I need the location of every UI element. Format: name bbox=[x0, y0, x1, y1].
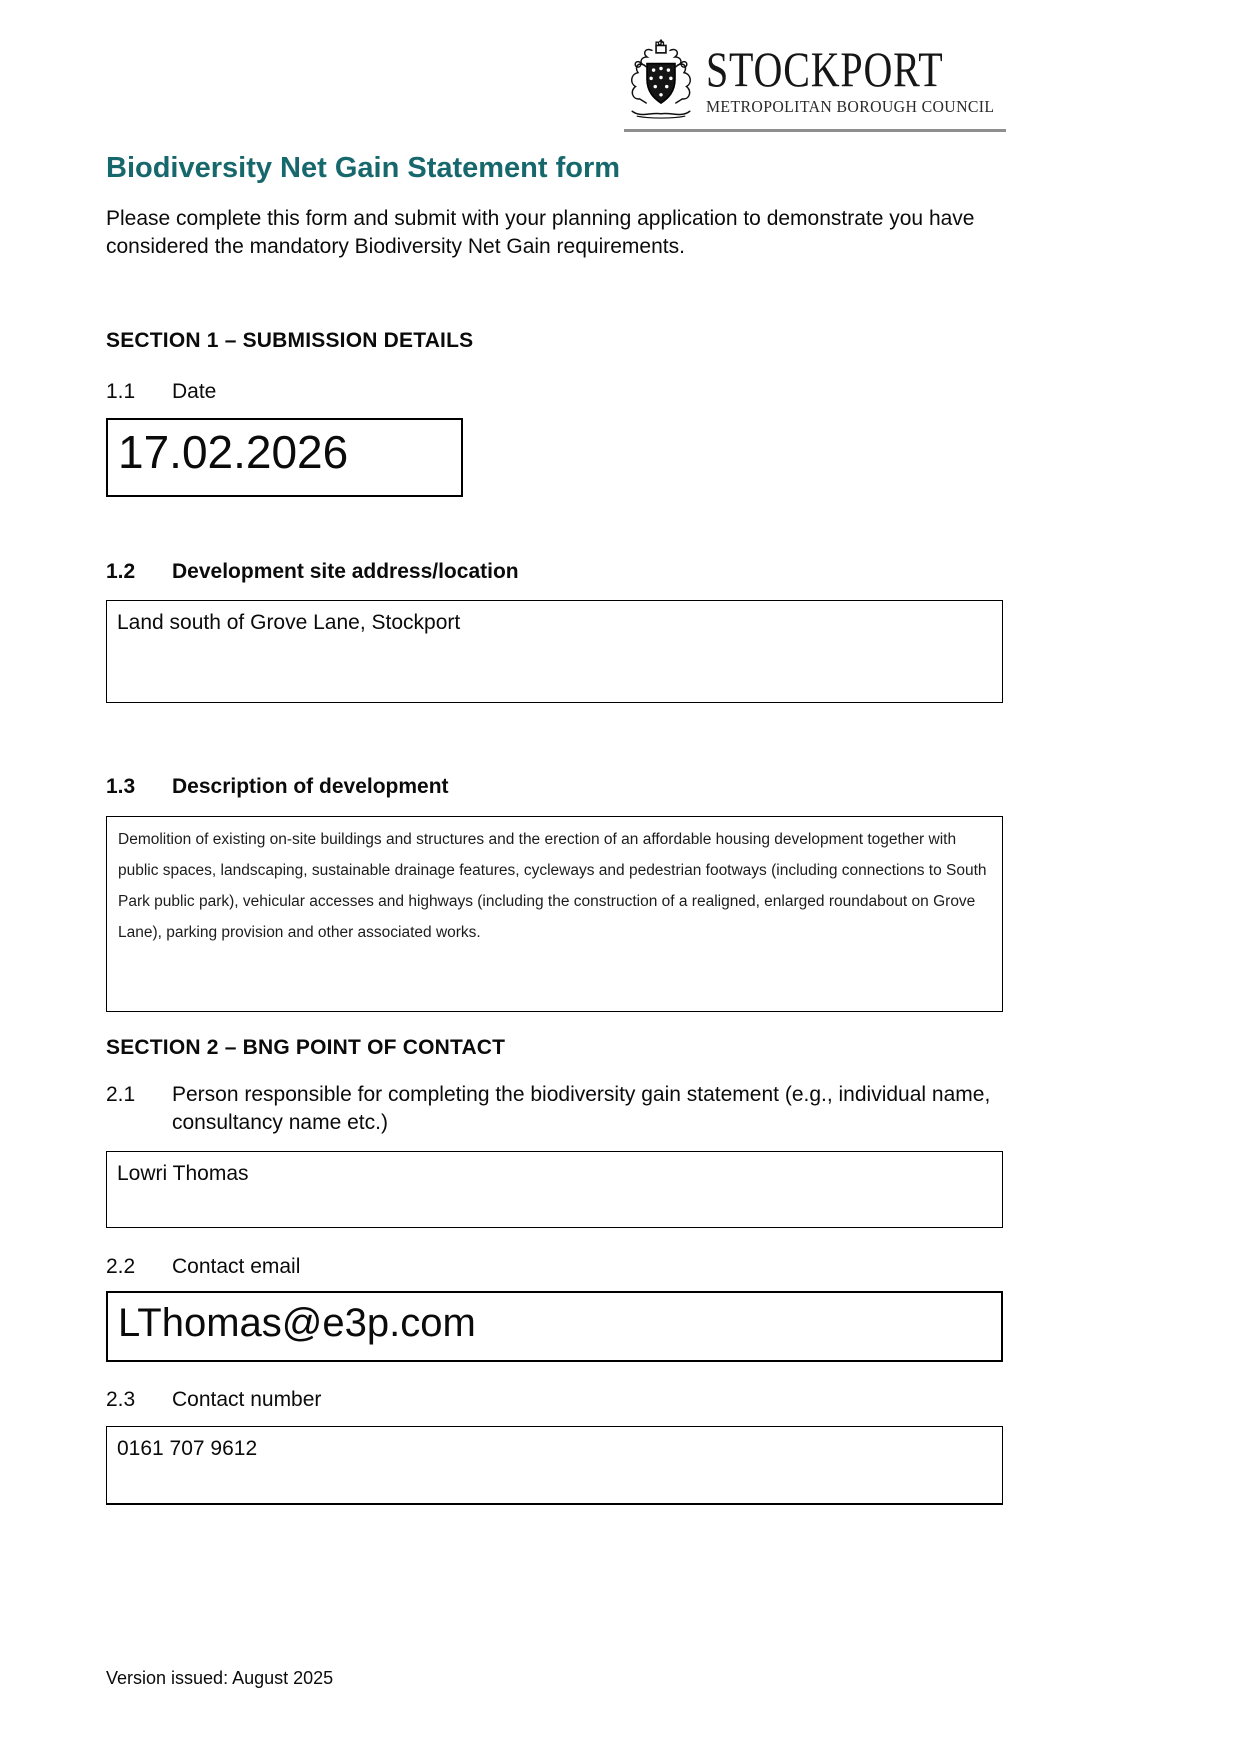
contact-number-value: 0161 707 9612 bbox=[117, 1437, 258, 1460]
field-1-3-label: Description of development bbox=[172, 775, 449, 798]
field-2-1-label-row bbox=[106, 1081, 1032, 1136]
responsible-person-field[interactable] bbox=[106, 1151, 1003, 1228]
field-1-2-label: Development site address/location bbox=[172, 560, 519, 583]
responsible-person-value: Lowri Thomas bbox=[117, 1162, 249, 1185]
council-logo-text bbox=[706, 41, 1016, 117]
section-1-heading: SECTION 1 – SUBMISSION DETAILS bbox=[106, 329, 474, 352]
council-subtitle: METROPOLITAN BOROUGH COUNCIL bbox=[706, 96, 995, 116]
field-2-1-number: 2.1 bbox=[106, 1083, 136, 1106]
form-intro: Please complete this form and submit with your planning application to demonstrate you have considered the mandatory Biodiversity Net Gain requirements. bbox=[106, 207, 975, 258]
contact-email-value: LThomas@e3p.com bbox=[118, 1301, 476, 1345]
site-address-field[interactable] bbox=[106, 600, 1003, 703]
field-2-1-label: Person responsible for completing the biodiversity gain statement (e.g., individual name, consultancy name etc.) bbox=[172, 1083, 991, 1134]
section-2-heading: SECTION 2 – BNG POINT OF CONTACT bbox=[106, 1036, 506, 1059]
field-1-1-label-row bbox=[106, 378, 1006, 406]
date-field[interactable] bbox=[106, 418, 463, 497]
field-2-2-label: Contact email bbox=[172, 1255, 301, 1278]
field-2-3-label-row bbox=[106, 1386, 1006, 1414]
field-2-3-number: 2.3 bbox=[106, 1388, 136, 1411]
version-note: Version issued: August 2025 bbox=[106, 1668, 334, 1688]
development-description-field[interactable] bbox=[106, 816, 1003, 1012]
field-2-3-label: Contact number bbox=[172, 1388, 322, 1411]
field-1-3-label-row bbox=[106, 773, 1006, 801]
development-description-value: Demolition of existing on-site buildings and structures and the erection of an affordable housing development together with public spaces, landscaping, sustainable drainage features, cycleways and pedestrian footways (including connections to South Park public park), vehicular accesses and highways (including the construction of a realigned, enlarged roundabout on Grove Lane), parking provision and other associated works. bbox=[118, 831, 987, 941]
field-1-2-number: 1.2 bbox=[106, 560, 136, 583]
field-1-1-number: 1.1 bbox=[106, 380, 136, 403]
site-address-value: Land south of Grove Lane, Stockport bbox=[117, 611, 461, 634]
field-1-3-number: 1.3 bbox=[106, 775, 136, 798]
field-1-2-label-row bbox=[106, 558, 1006, 586]
council-logo bbox=[624, 32, 1006, 132]
field-2-2-number: 2.2 bbox=[106, 1255, 136, 1278]
date-value: 17.02.2026 bbox=[118, 426, 349, 478]
field-2-2-label-row bbox=[106, 1253, 1006, 1281]
field-1-1-label: Date bbox=[172, 380, 217, 403]
council-name: STOCKPORT bbox=[706, 41, 944, 97]
contact-number-field[interactable] bbox=[106, 1426, 1003, 1505]
page-title: Biodiversity Net Gain Statement form bbox=[106, 152, 621, 184]
contact-email-field[interactable] bbox=[106, 1291, 1003, 1362]
coat-of-arms-icon bbox=[624, 34, 698, 126]
